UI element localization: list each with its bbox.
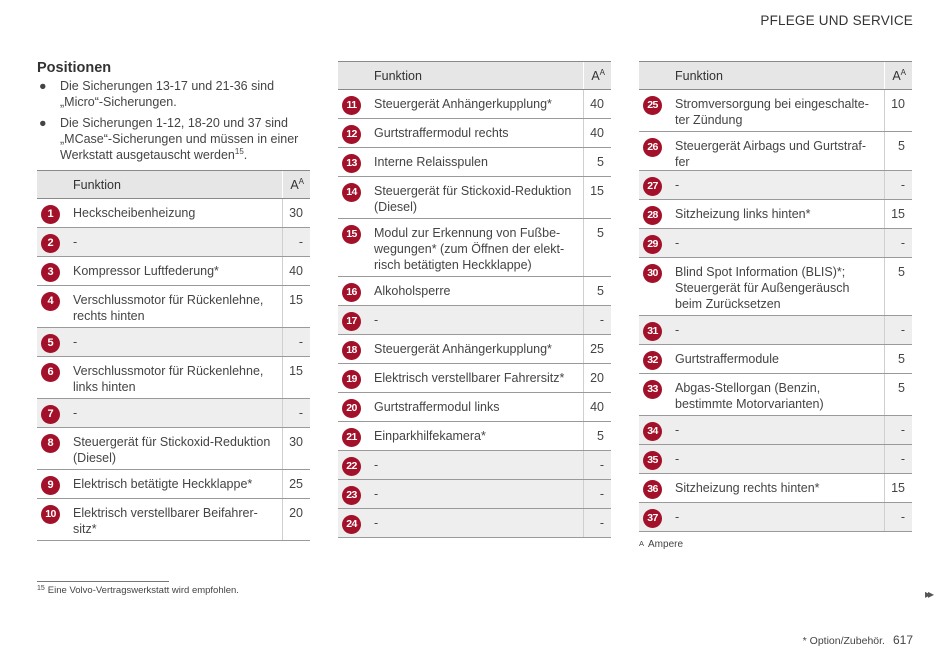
- fuse-amperage: 30: [283, 428, 310, 470]
- page-footer: [803, 633, 913, 647]
- fuse-number-badge: 26: [643, 138, 662, 157]
- fuse-number-cell: [37, 328, 67, 357]
- table-header-row: [338, 62, 611, 90]
- fuse-amperage: 5: [885, 258, 912, 316]
- fuse-number-badge: 17: [342, 312, 361, 331]
- amp-footnote-marker: A: [599, 67, 605, 77]
- fuse-number-cell: [639, 474, 669, 503]
- fuse-number-cell: [37, 257, 67, 286]
- fuse-number-badge: 28: [643, 206, 662, 225]
- table-row: [37, 470, 310, 499]
- fuse-number-cell: [639, 416, 669, 445]
- fuse-number-cell: [639, 503, 669, 532]
- table-row: [639, 229, 912, 258]
- table-row: [639, 90, 912, 132]
- fuse-number-cell: [338, 335, 368, 364]
- fuse-number-badge: 23: [342, 486, 361, 505]
- table-row: [37, 199, 310, 228]
- fuse-amperage: 5: [584, 219, 611, 277]
- fuse-function: -: [368, 451, 584, 480]
- fuse-number-badge: 25: [643, 96, 662, 115]
- fuse-amperage: 5: [584, 277, 611, 306]
- fuse-function: -: [67, 228, 283, 257]
- fuse-number-badge: 13: [342, 154, 361, 173]
- fuse-number-badge: 24: [342, 515, 361, 534]
- fuse-number-badge: 6: [41, 363, 60, 382]
- fuse-function: Einparkhilfekamera*: [368, 422, 584, 451]
- header-number-cell: [338, 62, 368, 90]
- header-number-cell: [37, 171, 67, 199]
- fuse-number-badge: 20: [342, 399, 361, 418]
- fuse-number-cell: [338, 451, 368, 480]
- fuse-amperage: 40: [584, 90, 611, 119]
- fuse-number-cell: [338, 509, 368, 538]
- fuse-number-badge: 33: [643, 380, 662, 399]
- fuse-function: -: [669, 416, 885, 445]
- table-row: [639, 374, 912, 416]
- option-note: * Option/Zubehör.: [802, 635, 885, 647]
- fuse-number-badge: 31: [643, 322, 662, 341]
- fuse-number-cell: [639, 445, 669, 474]
- table-row: [338, 335, 611, 364]
- fuse-function: Steuergerät Anhängerkupplung*: [368, 90, 584, 119]
- fuse-number-cell: [338, 393, 368, 422]
- fuse-amperage: 5: [584, 148, 611, 177]
- fuse-function: Elektrisch betätigte Heckklappe*: [67, 470, 283, 499]
- amp-label: A: [591, 68, 600, 83]
- bullet-dot: ●: [39, 116, 47, 130]
- fuse-number-cell: [639, 132, 669, 171]
- table-row: [639, 200, 912, 229]
- fuse-number-badge: 8: [41, 434, 60, 453]
- fuse-function: Verschlussmotor für Rückenlehne, rechts hinten: [67, 286, 283, 328]
- bullet-dot: ●: [39, 79, 47, 93]
- fuse-function: -: [368, 509, 584, 538]
- fuse-number-badge: 2: [41, 234, 60, 253]
- fuse-number-cell: [639, 374, 669, 416]
- fuse-number-badge: 3: [41, 263, 60, 282]
- header-number-cell: [639, 62, 669, 90]
- fuse-amperage: -: [584, 480, 611, 509]
- fuse-function: -: [67, 399, 283, 428]
- footnote-text: Ampere: [648, 539, 684, 550]
- fuse-amperage: 5: [885, 345, 912, 374]
- fuse-function: Gurtstraffermodul links: [368, 393, 584, 422]
- fuse-number-cell: [338, 219, 368, 277]
- fuse-number-badge: 9: [41, 476, 60, 495]
- fuse-number-cell: [639, 229, 669, 258]
- fuse-number-cell: [37, 399, 67, 428]
- fuse-amperage: 15: [584, 177, 611, 219]
- table-row: [639, 258, 912, 316]
- fuse-function: Sitzheizung rechts hinten*: [669, 474, 885, 503]
- fuse-number-badge: 1: [41, 205, 60, 224]
- fuse-amperage: -: [283, 228, 310, 257]
- table-header-row: [37, 171, 310, 199]
- fuse-number-cell: [37, 286, 67, 328]
- table-row: [338, 451, 611, 480]
- table-row: [37, 428, 310, 470]
- table-row: [37, 357, 310, 399]
- fuse-function: Verschlussmotor für Rückenlehne, links hinten: [67, 357, 283, 399]
- fuse-number-badge: 27: [643, 177, 662, 196]
- fuse-function: Gurtstraffermodule: [669, 345, 885, 374]
- fuse-function: Steuergerät Airbags und Gurtstraf-fer: [669, 132, 885, 171]
- table-row: [338, 393, 611, 422]
- fuse-amperage: -: [584, 306, 611, 335]
- header-amp: [283, 171, 310, 199]
- fuse-function: Heckscheibenheizung: [67, 199, 283, 228]
- fuse-number-badge: 21: [342, 428, 361, 447]
- fuse-function: Alkoholsperre: [368, 277, 584, 306]
- fuse-number-badge: 36: [643, 480, 662, 499]
- fuse-number-cell: [639, 316, 669, 345]
- fuse-number-badge: 4: [41, 292, 60, 311]
- fuse-function: -: [669, 171, 885, 200]
- fuse-amperage: -: [885, 229, 912, 258]
- table-row: [37, 328, 310, 357]
- header-function: Funktion: [67, 171, 283, 199]
- fuse-number-cell: [37, 470, 67, 499]
- table-row: [639, 171, 912, 200]
- fuse-function: Steuergerät für Stickoxid-Reduktion (Diesel): [368, 177, 584, 219]
- fuse-number-cell: [338, 148, 368, 177]
- fuse-number-badge: 10: [41, 505, 60, 524]
- fuse-number-cell: [639, 258, 669, 316]
- bullet-text: Die Sicherungen 1-12, 18-20 und 37 sind „MCase“-Sicherungen und müssen in einer Werkstatt ausgetauscht werden: [60, 116, 299, 162]
- fuse-function: -: [669, 503, 885, 532]
- table-row: [338, 90, 611, 119]
- footnote-marker: A: [639, 539, 645, 548]
- fuse-function: Elektrisch verstellbarer Fahrersitz*: [368, 364, 584, 393]
- fuse-number-cell: [338, 480, 368, 509]
- fuse-amperage: -: [885, 316, 912, 345]
- table-row: [37, 499, 310, 541]
- table-row: [338, 177, 611, 219]
- fuse-function: -: [67, 328, 283, 357]
- table-row: [338, 364, 611, 393]
- table-row: [338, 119, 611, 148]
- fuse-number-badge: 11: [342, 96, 361, 115]
- fuse-function: Modul zur Erkennung von Fußbe-wegungen* (zum Öffnen der elekt-risch betätigten Heckklappe): [368, 219, 584, 277]
- table-row: [639, 132, 912, 171]
- table-row: [338, 219, 611, 277]
- fuse-number-cell: [338, 177, 368, 219]
- fuse-amperage: -: [283, 328, 310, 357]
- fuse-function: Elektrisch verstellbarer Beifahrer-sitz*: [67, 499, 283, 541]
- fuse-function: -: [669, 316, 885, 345]
- fuse-function: Sitzheizung links hinten*: [669, 200, 885, 229]
- fuse-number-badge: 32: [643, 351, 662, 370]
- fuse-amperage: 5: [584, 422, 611, 451]
- fuse-amperage: 5: [885, 132, 912, 171]
- fuse-number-cell: [338, 306, 368, 335]
- amp-label: A: [290, 177, 299, 192]
- fuse-number-cell: [37, 228, 67, 257]
- table-row: [37, 286, 310, 328]
- table-row: [338, 509, 611, 538]
- table-row: [37, 257, 310, 286]
- footnote-ampere: [639, 539, 683, 550]
- fuse-amperage: -: [283, 399, 310, 428]
- fuse-table-1: [37, 170, 310, 541]
- footnote-marker: 15: [37, 585, 45, 592]
- header-amp: [584, 62, 611, 90]
- table-row: [639, 474, 912, 503]
- fuse-function: Abgas-Stellorgan (Benzin, bestimmte Motorvarianten): [669, 374, 885, 416]
- fuse-number-badge: 34: [643, 422, 662, 441]
- footnote-divider: [37, 581, 169, 582]
- fuse-number-cell: [37, 357, 67, 399]
- fuse-function: Steuergerät Anhängerkupplung*: [368, 335, 584, 364]
- bullet-item: [37, 78, 312, 110]
- fuse-number-cell: [338, 119, 368, 148]
- bullet-item: ● Die Sicherungen 1-12, 18-20 und 37 sind „MCase“-Sicherungen und müssen in einer Werkstatt ausgetauscht werden$^{15}$.: [39, 116, 299, 162]
- fuse-function: Interne Relaisspulen: [368, 148, 584, 177]
- footnote-ref: 15: [234, 146, 244, 156]
- fuse-amperage: -: [885, 445, 912, 474]
- amp-footnote-marker: A: [900, 67, 906, 77]
- table-row: [639, 345, 912, 374]
- footnote-15: [37, 585, 239, 596]
- section-title: Positionen: [37, 60, 112, 76]
- fuse-amperage: -: [885, 416, 912, 445]
- section-header: PFLEGE UND SERVICE: [760, 13, 913, 28]
- fuse-amperage: 30: [283, 199, 310, 228]
- fuse-amperage: 40: [584, 119, 611, 148]
- table-row: [338, 422, 611, 451]
- page-number: 617: [892, 633, 913, 647]
- fuse-amperage: 15: [283, 357, 310, 399]
- amp-label: A: [892, 68, 901, 83]
- fuse-function: Steuergerät für Stickoxid-Reduktion (Diesel): [67, 428, 283, 470]
- fuse-number-cell: [37, 499, 67, 541]
- fuse-number-cell: [338, 364, 368, 393]
- fuse-amperage: -: [885, 503, 912, 532]
- fuse-amperage: 15: [885, 474, 912, 503]
- fuse-amperage: 25: [584, 335, 611, 364]
- table-row: [639, 503, 912, 532]
- fuse-number-badge: 35: [643, 451, 662, 470]
- fuse-table-2: [338, 61, 611, 538]
- bullet-text: Die Sicherungen 13-17 und 21-36 sind „Micro“-Sicherungen.: [60, 79, 275, 109]
- fuse-number-badge: 12: [342, 125, 361, 144]
- fuse-number-cell: [639, 200, 669, 229]
- fuse-number-badge: 37: [643, 509, 662, 528]
- fuse-number-badge: 5: [41, 334, 60, 353]
- fuse-function: -: [669, 229, 885, 258]
- fuse-amperage: -: [584, 451, 611, 480]
- fuse-number-cell: [338, 90, 368, 119]
- fuse-number-badge: 30: [643, 264, 662, 283]
- table-row: [338, 148, 611, 177]
- fuse-number-cell: [338, 277, 368, 306]
- fuse-amperage: 5: [885, 374, 912, 416]
- fuse-number-cell: [37, 199, 67, 228]
- fuse-amperage: 25: [283, 470, 310, 499]
- fuse-function: -: [368, 480, 584, 509]
- fuse-number-badge: 29: [643, 235, 662, 254]
- table-row: [338, 480, 611, 509]
- fuse-amperage: -: [584, 509, 611, 538]
- fuse-function: Blind Spot Information (BLIS)*; Steuergerät für Außengeräusch beim Zurücksetzen: [669, 258, 885, 316]
- fuse-number-badge: 22: [342, 457, 361, 476]
- fuse-amperage: 15: [885, 200, 912, 229]
- fuse-number-cell: [639, 345, 669, 374]
- fuse-number-badge: 18: [342, 341, 361, 360]
- table-row: [639, 316, 912, 345]
- table-row: [338, 277, 611, 306]
- fuse-number-cell: [639, 90, 669, 132]
- fuse-number-cell: [338, 422, 368, 451]
- fuse-number-cell: [639, 171, 669, 200]
- table-row: [639, 416, 912, 445]
- header-function: Funktion: [669, 62, 885, 90]
- fuse-function: Stromversorgung bei eingeschalte-ter Zündung: [669, 90, 885, 132]
- fuse-amperage: 15: [283, 286, 310, 328]
- fuse-number-badge: 7: [41, 405, 60, 424]
- fuse-number-badge: 14: [342, 183, 361, 202]
- fuse-amperage: 10: [885, 90, 912, 132]
- table-row: [639, 445, 912, 474]
- fuse-function: Gurtstraffermodul rechts: [368, 119, 584, 148]
- next-page-arrow-icon[interactable]: ▸▸: [925, 587, 932, 601]
- fuse-number-cell: [37, 428, 67, 470]
- fuse-amperage: 20: [584, 364, 611, 393]
- table-row: [37, 228, 310, 257]
- amp-footnote-marker: A: [298, 176, 304, 186]
- table-row: [37, 399, 310, 428]
- fuse-function: Kompressor Luftfederung*: [67, 257, 283, 286]
- fuse-function: -: [368, 306, 584, 335]
- fuse-amperage: 20: [283, 499, 310, 541]
- fuse-number-badge: 16: [342, 283, 361, 302]
- fuse-amperage: -: [885, 171, 912, 200]
- fuse-number-badge: 19: [342, 370, 361, 389]
- fuse-amperage: 40: [283, 257, 310, 286]
- fuse-function: -: [669, 445, 885, 474]
- fuse-amperage: 40: [584, 393, 611, 422]
- fuse-number-badge: 15: [342, 225, 361, 244]
- fuse-table-3: [639, 61, 912, 532]
- intro-bullets: [37, 78, 312, 168]
- footnote-text: Eine Volvo-Vertragswerkstatt wird empfohlen.: [47, 585, 239, 596]
- table-header-row: [639, 62, 912, 90]
- header-amp: [885, 62, 912, 90]
- table-row: [338, 306, 611, 335]
- header-function: Funktion: [368, 62, 584, 90]
